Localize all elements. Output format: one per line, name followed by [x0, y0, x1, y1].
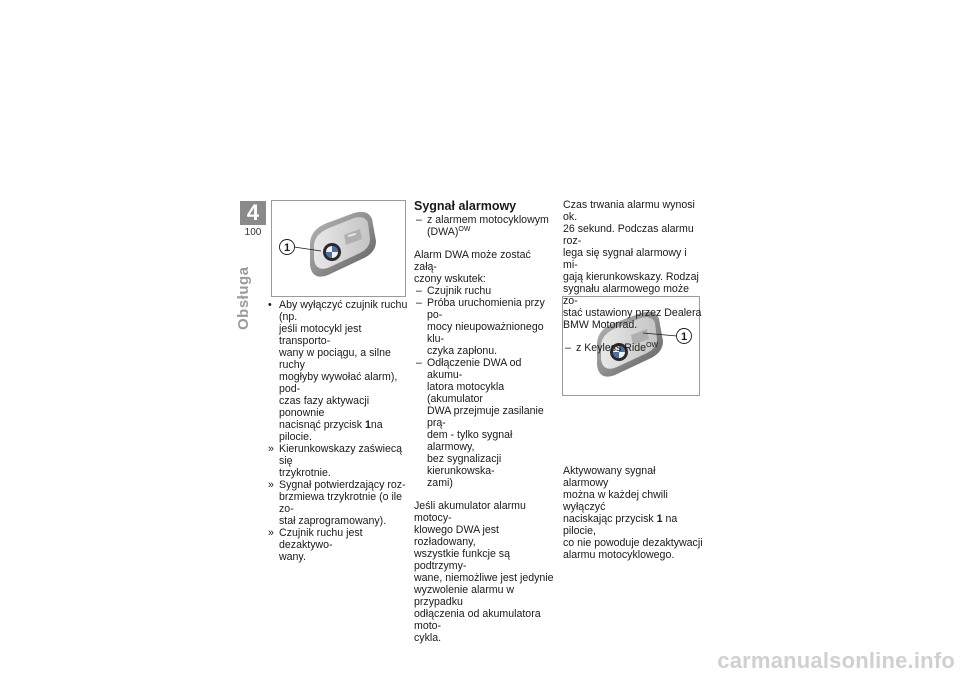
- button-reference: 1: [364, 419, 371, 431]
- step-line: wany w pociągu, a silne ruchy: [279, 347, 391, 371]
- result-item: » Czujnik ruchu jest dezaktywo- wany.: [268, 527, 363, 563]
- step-line: Aby wyłączyć czujnik ruchu (np.: [279, 299, 408, 323]
- figure2-callout: 1: [680, 331, 688, 343]
- bullet-marker: •: [268, 299, 272, 311]
- battery-paragraph: Jeśli akumulator alarmu motocy- klowego DWA jest rozładowany, wszystkie funkcje są podtrzymy- wane, niemożliwe jest jedynie wyzwolenie alarmu w przypadku odłączenia od akumulatora moto- cykla.: [414, 500, 554, 644]
- deactivate-paragraph: Aktywowany sygnał alarmowy można w każdej chwili wyłączyć naciskając przycisk 1 na pilocie, co nie powoduje dezaktywacji alarmu motocyklowego.: [563, 465, 703, 561]
- action-step: [266, 299, 412, 443]
- intro-paragraph: Alarm DWA może zostać załą- czony wskutek:: [414, 249, 531, 285]
- section-heading: Sygnał alarmowy: [414, 199, 517, 213]
- cause-item: – Czujnik ruchu: [416, 285, 492, 297]
- watermark-text: carmanualsonline.info: [717, 648, 955, 673]
- chapter-number: 4: [240, 201, 266, 225]
- step-line: mogłyby wywołać alarm), pod-: [279, 371, 398, 395]
- right-column: [563, 199, 703, 561]
- cause-item: – Próba uruchomienia przy po- mocy nieupoważnionego klu- czyka zapłonu.: [416, 297, 545, 357]
- key-fob-illustration: [272, 201, 405, 296]
- result-marker: »: [268, 443, 274, 455]
- bmw-logo-icon: [323, 243, 341, 261]
- figure1-callout: 1: [283, 242, 291, 254]
- duration-paragraph: Czas trwania alarmu wynosi ok. 26 sekund. Podczas alarmu roz- lega się sygnał alarmowy i mi- gają kierunkowskazy. Rodzaj sygnału alarmowego może zo- stać ustawiony przez Dealera BMW Motorrad.: [563, 199, 702, 331]
- result-item: » Sygnał potwierdzający roz- brzmiewa trzykrotnie (o ile zo- stał zaprogramowany).: [268, 479, 406, 527]
- ow-superscript: OW: [646, 342, 659, 349]
- dash-marker: –: [416, 214, 422, 226]
- equipment-note: – z alarmem motocyklowym (DWA)$^{OW}$: [416, 214, 549, 238]
- keyless-note: – z Keyless Ride$^{OW}$: [565, 342, 659, 354]
- button-reference: 1: [656, 513, 663, 525]
- step-line: nacisnąć przycisk 1na pilocie.: [279, 419, 383, 443]
- ow-superscript: OW: [458, 226, 471, 233]
- middle-column: [414, 199, 554, 644]
- cause-item: – Odłączenie DWA od akumu- latora motocykla (akumulator DWA przejmuje zasilanie prą- dem - tylko sygnał alarmowy, bez sygnalizacji kierunkowska- zami): [416, 357, 544, 489]
- key-fob-figure: [271, 200, 406, 297]
- result-marker: »: [268, 479, 274, 491]
- step-line: jeśli motocykl jest transporto-: [279, 323, 362, 347]
- chapter-title: Obsługa: [235, 266, 252, 330]
- page-number: 100: [244, 227, 262, 238]
- result-item: » Kierunkowskazy zaświecą się trzykrotnie.: [268, 443, 403, 479]
- result-marker: »: [268, 527, 274, 539]
- left-column: [266, 299, 412, 563]
- step-line: czas fazy aktywacji ponownie: [279, 395, 370, 419]
